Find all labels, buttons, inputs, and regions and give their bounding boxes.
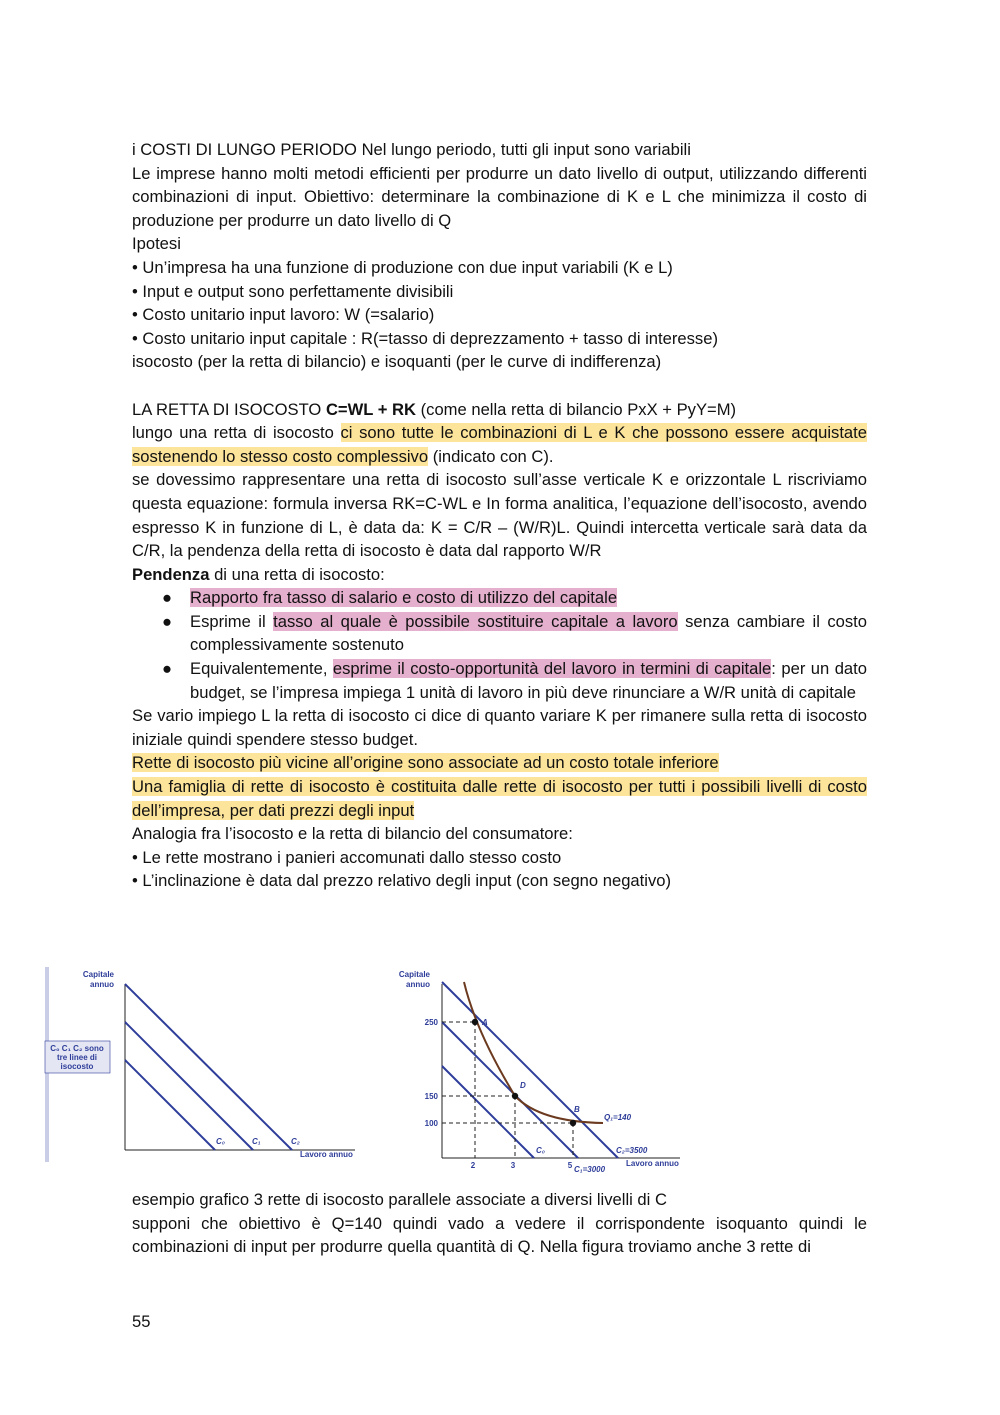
isocost-line-c0 [442,1066,534,1158]
blank-line [132,374,867,398]
bullet-dot-icon: ● [162,659,173,679]
pendenza-bold: Pendenza [132,564,210,584]
highlight-line-famiglia: Una famiglia di rette di isocosto è costituita dalle rette di isocosto per tutti i possibili livelli di costo dell’impresa, per dati prezzi degli input [132,777,867,820]
bullet-ipotesi-1: • Un’impresa ha una funzione di produzione con due input variabili (K e L) [132,257,673,277]
line-retta-isocosto [132,398,867,422]
bullet-dot-icon: ● [162,611,173,631]
retta-formula: C=WL + RK [325,399,417,419]
isocost-note-3: isocosto [60,1062,94,1071]
isocost-line-c0 [125,1060,215,1150]
paragraph-intro: Le imprese hanno molti metodi efficienti per produrre un dato livello di output, utilizzando differenti combinazioni di input. Obiettivo: determinare la combinazione di K e L che minimizza il costo di produzione per produrre un dato livello di Q [132,163,867,230]
point-b [570,1120,576,1126]
bullet-ipotesi-4: • Costo unitario input capitale : R(=tasso di deprezzamento + tasso di interesse) [132,328,718,348]
figure-isoquant-isocost [380,962,700,1177]
retta-label: LA RETTA DI ISOCOSTO [132,399,326,419]
point-d [512,1093,518,1099]
y-axis-label-1: Capitale [82,970,114,979]
line-esempio: esempio grafico 3 rette di isocosto parallele associate a diversi livelli di C [132,1190,667,1209]
x-tick-2: 2 [470,1161,476,1170]
x-tick-3: 3 [510,1161,516,1170]
point-label-b: B [574,1105,580,1114]
page-number: 55 [132,1312,151,1331]
bullet-analogia-1: • Le rette mostrano i panieri accomunati dallo stesso costo [132,847,562,867]
list-item: ● Equivalentemente, esprime il costo-opportunità del lavoro in termini di capitale: per un dato budget, se l’impresa impiega 1 unità di lavoro in più deve rinunciare a W/R unità di capitale [162,659,867,702]
isocost-label-c1: C₁=3000 [574,1165,606,1174]
pendenza-list [132,586,867,704]
line-ipotesi: Ipotesi [132,234,181,254]
bullet-analogia-2: • L’inclinazione è data dal prezzo relativo degli input (con segno negativo) [132,871,671,891]
isocost-note-2: tre linee di [56,1053,98,1062]
paragraph-supponi: supponi che obiettivo è Q=140 quindi vado a vedere il corrispondente isoquanto quindi le combinazioni di input per produrre quella quantità di Q. Nella figura troviamo anche 3 rette di [132,1213,867,1257]
list-item: ● Esprime il tasso al quale è possibile sostituire capitale a lavoro senza cambiare il costo complessivamente sostenuto [162,611,868,655]
isocost-line-c1 [125,1022,253,1150]
highlight-line-origine: Rette di isocosto più vicine all’origine sono associate ad un costo totale inferiore [132,753,719,773]
x-axis-label: Lavoro annuo [300,1150,353,1159]
y-tick-250: 250 [424,1018,438,1027]
paragraph-lungo: lungo una retta di isocosto ci sono tutte le combinazioni di L e K che possono essere acquistate sostenendo lo stesso costo complessivo (indicato con C). [132,423,867,466]
bullet-ipotesi-3: • Costo unitario input lavoro: W (=salario) [132,305,435,325]
list-item: ● Rapporto fra tasso di salario e costo di utilizzo del capitale [132,586,867,610]
isocost-label-c0: C₀ [536,1146,545,1155]
point-label-a: A [482,1018,488,1027]
point-a [472,1019,478,1025]
bullet-ipotesi-2: • Input e output sono perfettamente divisibili [132,281,454,301]
paragraph-vario: Se vario impiego L la retta di isocosto ci dice di quanto variare K per rimanere sulla retta di isocosto iniziale quindi spendere stesso budget. [132,706,867,749]
y-axis-label-2: annuo [406,980,430,989]
document-body-after-figures [132,1188,867,1259]
line-analogia: Analogia fra l’isocosto e la retta di bilancio del consumatore: [132,824,573,844]
line-label-c1: C₁ [252,1137,261,1146]
isocost-line-c2 [442,982,618,1158]
document-body [132,138,867,893]
isocost-line-c2 [125,984,292,1150]
figure-isocost-lines [40,962,370,1167]
line-title: i COSTI DI LUNGO PERIODO Nel lungo periodo, tutti gli input sono variabili [132,140,691,159]
x-axis-label: Lavoro annuo [626,1159,679,1168]
isoquant-label: Q₁=140 [604,1113,632,1122]
retta-note: (come nella retta di bilancio PxX + PyY=M) [416,399,737,419]
line-isocosto: isocosto (per la retta di bilancio) e isoquanti (per le curve di indifferenza) [132,352,662,372]
line-pendenza: Pendenza di una retta di isocosto: [132,564,385,584]
bullet-dot-icon: ● [162,588,173,608]
isocost-line-c1 [442,1022,578,1158]
y-axis-label-1: Capitale [398,970,430,979]
isocost-note-1: C₀ C₁ C₂ sono [50,1044,104,1053]
x-tick-5: 5 [567,1161,573,1170]
isoquant-curve [464,982,603,1123]
y-tick-150: 150 [424,1092,438,1101]
isocost-label-c2: C₂=3500 [616,1146,648,1155]
line-label-c2: C₂ [291,1137,300,1146]
highlight-combinazioni: ci sono tutte le combinazioni di L e K che possono essere acquistate sostenendo lo stesso costo complessivo [132,423,867,466]
paragraph-formula: se dovessimo rappresentare una retta di isocosto sull’asse verticale K e orizzontale L riscriviamo questa equazione: formula inversa RK=C-WL e In forma analitica, l’equazione dell’isocosto, avendo espresso K in funzione di L, è data da: K = C/R – (W/R)L. Quindi intercetta verticale sarà data da C/R, la pendenza della retta di isocosto è data dal rapporto W/R [132,470,867,561]
point-label-d: D [520,1081,526,1090]
y-axis-label-2: annuo [90,980,114,989]
y-tick-100: 100 [424,1119,438,1128]
line-label-c0: C₀ [216,1137,225,1146]
